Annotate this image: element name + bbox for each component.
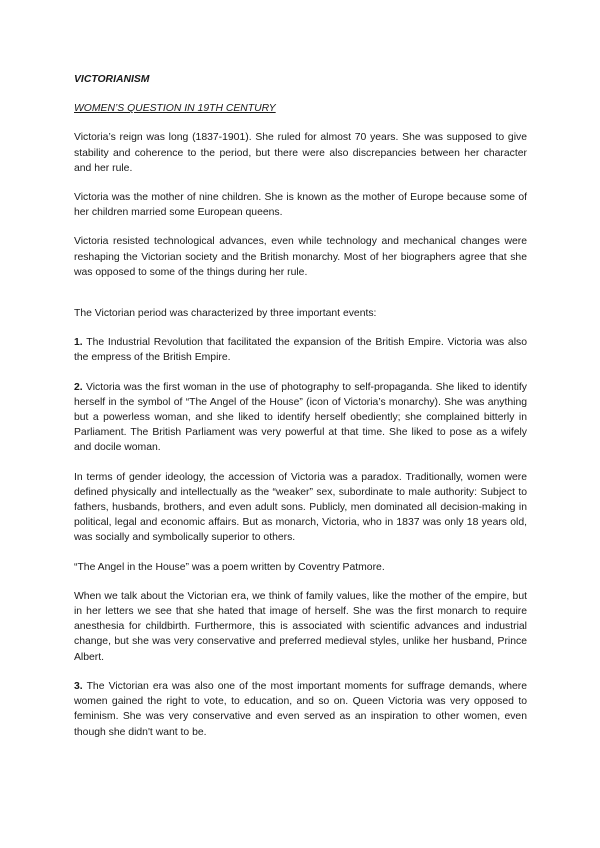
event-text-1: The Industrial Revolution that facilitated the expansion of the British Empire. Victoria was also the empress of the British Empire.	[74, 337, 527, 364]
document-body	[74, 72, 527, 754]
paragraph-angel-poem: “The Angel in the House” was a poem written by Coventry Patmore.	[74, 561, 385, 573]
paragraph-event-2	[74, 380, 527, 456]
event-text-2: Victoria was the first woman in the use of photography to self-propaganda. She liked to identify herself in the symbol of “The Angel of the House” (icon of Victoria’s monarchy). She was anything but a powerless woman, and she liked to identify herself obediently; she complained bitterly in Parliament. The British Parliament was very powerful at that time. She liked to pose as a wifely and docile woman.	[74, 381, 527, 454]
paragraph-technology: Victoria resisted technological advances, even while technology and mechanical changes were reshaping the Victorian society and the British monarchy. Most of her biographers agree that she was opposed to some of the things during her rule.	[74, 236, 527, 278]
paragraph-reign: Victoria’s reign was long (1837-1901). She ruled for almost 70 years. She was supposed to give stability and coherence to the period, but there were also discrepancies between her character and her rule.	[74, 132, 527, 174]
paragraph-event-3	[74, 679, 527, 740]
paragraph-family-values: When we talk about the Victorian era, we think of family values, like the mother of the empire, but in her letters we see that she hated that image of herself. She was the first monarch to require anesthesia for childbirth. Furthermore, this is associated with scientific advances and industrial change, but she was very conservative and preferred medieval styles, unlike her husband, Prince Albert.	[74, 590, 527, 663]
paragraph-mother-of-europe: Victoria was the mother of nine children. She is known as the mother of Europe because some of her children married some European queens.	[74, 192, 527, 219]
event-text-3: The Victorian era was also one of the most important moments for suffrage demands, where women gained the right to vote, to education, and so on. Queen Victoria was very opposed to feminism. She was very conservative and even served as an inspiration to other women, even though she didn't want to be.	[74, 680, 527, 738]
paragraph-three-events: The Victorian period was characterized by three important events:	[74, 308, 377, 320]
document-title: VICTORIANISM	[74, 74, 150, 85]
event-number-1: 1.	[74, 337, 83, 349]
event-number-3: 3.	[74, 680, 83, 692]
document-subtitle: WOMEN’S QUESTION IN 19TH CENTURY	[74, 103, 276, 115]
event-number-2: 2.	[74, 381, 83, 393]
paragraph-gender-ideology: In terms of gender ideology, the accession of Victoria was a paradox. Traditionally, women were defined physically and intellectually as the “weaker” sex, subordinate to male authority: Subject to fathers, husbands, brothers, and even adult sons. Publicly, men dominated all decision-making in political, legal and economic affairs. But as monarch, Victoria, who in 1837 was only 18 years old, was socially and symbolically superior to others.	[74, 471, 527, 544]
paragraph-event-1	[74, 335, 527, 365]
